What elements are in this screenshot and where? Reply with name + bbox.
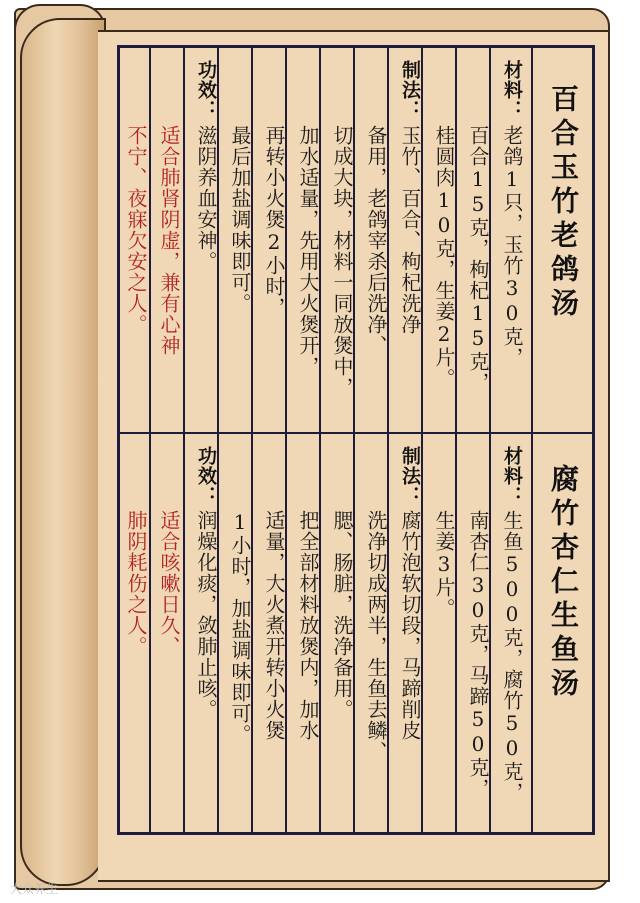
recipe2-method-line: 1小时，加盐调味即可。 — [228, 510, 252, 745]
recipe1-method-line: 备用，老鸽宰杀后洗净、 — [364, 125, 388, 356]
recipe2-materials-line: 生姜3片。 — [432, 510, 456, 619]
recipe1-method-line: 切成大块，材料一同放煲中， — [330, 125, 354, 398]
recipe1-method-line: 最后加盐调味即可。 — [228, 125, 252, 314]
recipe1-title: 百合玉竹老鸽汤 — [547, 84, 580, 322]
watermark: 大众养生 — [10, 882, 59, 896]
recipe2-method-line: 洗净切成两半，生鱼去鳞、 — [364, 510, 388, 762]
recipe2-title: 腐竹杏仁生鱼汤 — [547, 464, 580, 702]
recipe1-materials-line: 老鸽1只，玉竹30克， — [500, 125, 524, 368]
recipe2-method-line: 腮、肠脏，洗净备用。 — [330, 510, 354, 720]
column-divider — [531, 45, 533, 835]
recipe2-materials-line: 南杏仁30克，马蹄50克， — [466, 510, 490, 799]
recipe2-method-line: 把全部材料放煲内，加水 — [296, 510, 320, 741]
recipe1-method-line: 加水适量，先用大火煲开， — [296, 125, 320, 377]
recipe1-suitable-line: 适合肺肾阴虚，兼有心神 — [157, 125, 181, 356]
recipe2-suitable-line: 适合咳嗽日久、 — [157, 510, 181, 657]
recipe2-materials-line: 生鱼500克，腐竹50克， — [500, 510, 524, 803]
recipe2-effect-label: 功效： — [195, 446, 217, 506]
recipe1-method-line: 再转小火煲2小时， — [262, 125, 286, 318]
scroll-roll — [20, 18, 106, 886]
recipe2-materials-label: 材料： — [501, 446, 523, 506]
recipe2-method-line: 腐竹泡软切段，马蹄削皮 — [398, 510, 422, 741]
recipe1-materials-label: 材料： — [501, 60, 523, 120]
recipe2-suitable-line: 肺阴耗伤之人。 — [124, 510, 148, 657]
recipe1-method-line: 玉竹、百合、枸杞洗净 — [398, 125, 422, 335]
recipe1-method-label: 制法： — [399, 60, 421, 120]
recipe2-method-label: 制法： — [399, 446, 421, 506]
recipe1-effect-label: 功效： — [195, 60, 217, 120]
recipe2-effect-line: 润燥化痰，敛肺止咳。 — [194, 510, 218, 720]
recipe2-method-line: 适量，大火煮开转小火煲 — [262, 510, 286, 741]
recipe1-effect-line: 滋阴养血安神。 — [194, 125, 218, 272]
recipe1-materials-line: 百合15克，枸杞15克， — [466, 125, 490, 393]
recipe1-materials-line: 桂圆肉10克，生姜2片。 — [432, 125, 456, 389]
recipe1-suitable-line: 不宁、夜寐欠安之人。 — [124, 125, 148, 335]
section-divider — [117, 432, 595, 434]
